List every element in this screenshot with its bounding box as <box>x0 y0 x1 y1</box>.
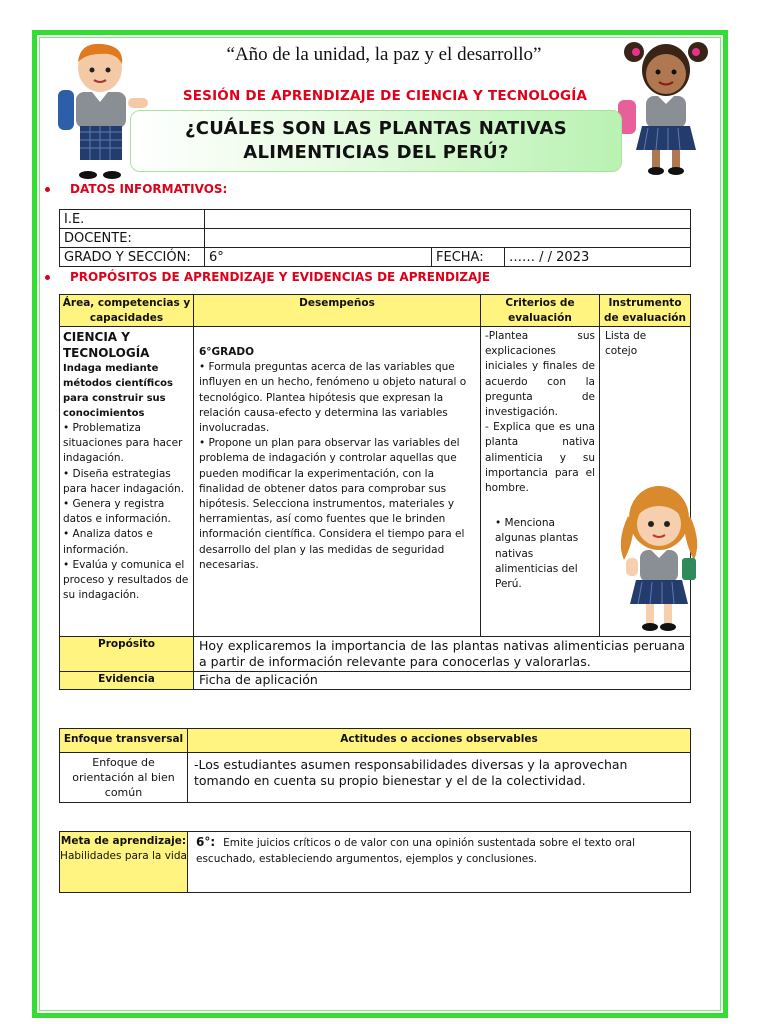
enfoque-header-left: Enfoque transversal <box>60 729 188 753</box>
ie-label: I.E. <box>60 210 205 229</box>
fecha-value: …… / / 2023 <box>505 248 691 267</box>
header-desempenos: Desempeños <box>194 295 481 327</box>
instrumento-value: Lista de cotejo <box>605 330 647 358</box>
ie-value <box>205 210 691 229</box>
docente-label: DOCENTE: <box>60 229 205 248</box>
info-table <box>59 209 691 267</box>
enfoque-table <box>59 728 691 803</box>
main-title-box <box>130 110 622 172</box>
fecha-label: FECHA: <box>432 248 505 267</box>
section-datos: DATOS INFORMATIVOS: <box>45 182 227 196</box>
section-propositos: PROPÓSITOS DE APRENDIZAJE Y EVIDENCIAS DE APRENDIZAJE <box>45 270 490 284</box>
desempeno-item: • Formula preguntas acerca de las variables que influyen en un hecho, fenómeno u objeto natural o tecnológico. Plantea hipótesis que expresan la relación causa-efecto y determina las variables involucradas. <box>199 361 467 435</box>
desempenos-cell <box>194 327 481 637</box>
area-subject: CIENCIA Y TECNOLOGÍA <box>63 330 150 360</box>
enfoque-right: -Los estudiantes asumen responsabilidades diversas y la aprovechan tomando en cuenta su propio bienestar y el de la colectividad. <box>188 753 691 803</box>
docente-value <box>205 229 691 248</box>
capacity-item: • Analiza datos e información. <box>63 528 153 556</box>
meta-grade: 6°: <box>196 835 216 849</box>
header-instrumento: Instrumento de evaluación <box>600 295 691 327</box>
proposito-label: Propósito <box>60 637 194 672</box>
criterio-item: -Plantea sus explicaciones iniciales y finales de acuerdo con la pregunta de investigación. <box>485 330 595 419</box>
main-title-line2: ALIMENTICIAS DEL PERÚ? <box>243 142 509 163</box>
capacity-item: • Problematiza situaciones para hacer indagación. <box>63 422 183 465</box>
desempenos-grade: 6°GRADO <box>199 346 255 358</box>
enfoque-header-right: Actitudes o acciones observables <box>188 729 691 753</box>
criterio-bullet: • Menciona algunas plantas nativas alimenticias del Perú. <box>495 517 579 591</box>
grado-value: 6° <box>205 248 432 267</box>
session-title: SESIÓN DE APRENDIZAJE DE CIENCIA Y TECNOLOGÍA <box>182 88 588 104</box>
bullet-icon <box>45 187 50 192</box>
criterio-item: - Explica que es una planta nativa alimenticia y su importancia para el hombre. <box>485 421 595 495</box>
criterios-cell <box>481 327 600 637</box>
desempeno-item: • Propone un plan para observar las variables del problema de indagación y controlar aquellas que pueden modificar la experimentación, con la finalidad de obtener datos para comprobar sus hipótesis. Selecciona instrumentos, materiales y herramientas, así como fuentes que le brinden información científica. Considera el tiempo para el desarrollo del plan y las medidas de seguridad necesarias. <box>199 437 465 571</box>
capacity-item: • Genera y registra datos e información. <box>63 498 171 526</box>
motto: “Año de la unidad, la paz y el desarrollo” <box>226 44 542 65</box>
grado-label: GRADO Y SECCIÓN: <box>60 248 205 267</box>
evidencia-text: Ficha de aplicación <box>194 672 691 690</box>
meta-sublabel: Habilidades para la vida <box>60 850 187 862</box>
proposito-text: Hoy explicaremos la importancia de las plantas nativas alimenticias peruana a partir de información relevante para conocerlas y valorarlas. <box>194 637 691 672</box>
meta-text-cell <box>188 832 691 893</box>
area-cell <box>60 327 194 637</box>
meta-text: Emite juicios críticos o de valor con una opinión sustentada sobre el texto oral escuchado, estableciendo argumentos, ejemplos y conclusiones. <box>196 837 635 865</box>
capacity-item: • Diseña estrategias para hacer indagación. <box>63 467 185 495</box>
purposes-table <box>59 294 691 690</box>
main-title-line1: ¿CUÁLES SON LAS PLANTAS NATIVAS <box>184 118 568 139</box>
capacity-item: • Evalúa y comunica el proceso y resultados de su indagación. <box>63 558 189 602</box>
header-criterios: Criterios de evaluación <box>481 295 600 327</box>
meta-label-cell <box>60 832 188 893</box>
enfoque-left: Enfoque de orientación al bien común <box>60 753 188 803</box>
bullet-icon <box>45 275 50 280</box>
evidencia-label: Evidencia <box>60 672 194 690</box>
header-area: Área, competencias y capacidades <box>60 295 194 327</box>
meta-label: Meta de aprendizaje: <box>60 835 187 847</box>
area-competency: Indaga mediante métodos científicos para construir sus conocimientos <box>63 363 173 419</box>
meta-table <box>59 831 691 893</box>
